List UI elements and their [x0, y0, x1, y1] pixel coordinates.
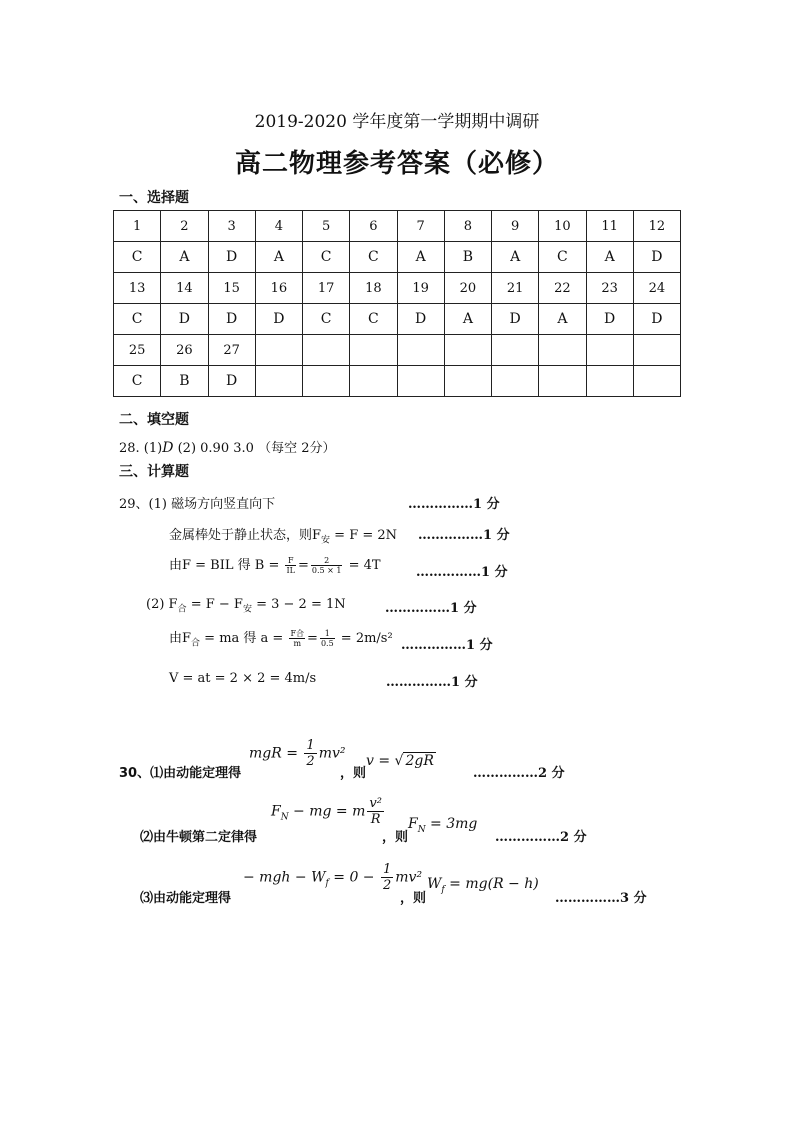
answer-cell: A	[539, 304, 586, 335]
section-heading-choice: 一、选择题	[119, 190, 189, 206]
answer-cell: C	[303, 304, 350, 335]
q29-score-6: ……………1 分	[386, 675, 478, 690]
answer-cell: D	[492, 304, 539, 335]
answer-cell: A	[255, 242, 302, 273]
exam-subtitle: 2019-2020 学年度第一学期期中调研	[254, 112, 540, 132]
q30-eq-3: − mgh − $W_f = 0$ − $\frac{1}{2}$ mv²	[243, 862, 423, 893]
question-number-cell: 4	[255, 211, 302, 242]
question-number-cell	[350, 335, 397, 366]
answer-cell	[444, 366, 491, 397]
answer-cell: C	[114, 366, 161, 397]
answer-cell: D	[208, 304, 255, 335]
question-number-cell	[397, 335, 444, 366]
answer-cell: B	[161, 366, 208, 397]
q30-score-3: ……………3 分	[555, 891, 647, 906]
answer-cell: B	[444, 242, 491, 273]
question-number-cell: 22	[539, 273, 586, 304]
question-number-cell: 20	[444, 273, 491, 304]
question-number-cell	[303, 335, 350, 366]
q29-line-6: V = at = 2 × 2 = 4m/s	[169, 671, 317, 686]
q29-score-4: ……………1 分	[385, 601, 477, 616]
q29-score-1: ……………1 分	[408, 497, 500, 512]
answer-row	[114, 304, 681, 335]
question-number-cell: 8	[444, 211, 491, 242]
q30-score-2: ……………2 分	[495, 830, 587, 845]
answer-cell: C	[114, 304, 161, 335]
question-number-cell: 6	[350, 211, 397, 242]
answer-cell: A	[492, 242, 539, 273]
question-number-cell	[444, 335, 491, 366]
q28-num: 28. (1)	[119, 441, 163, 456]
q30-then-1: ，则	[340, 766, 367, 781]
answer-cell	[492, 366, 539, 397]
q30-then-2: ，则	[382, 830, 409, 845]
q30-label-1: 30、⑴由动能定理得	[119, 766, 242, 781]
q29-score-2: ……………1 分	[418, 528, 510, 543]
answer-cell: C	[539, 242, 586, 273]
question-number-cell: 10	[539, 211, 586, 242]
q28-answer	[119, 437, 335, 456]
answer-cell: D	[633, 242, 680, 273]
question-number-cell: 27	[208, 335, 255, 366]
answer-cell: A	[586, 242, 633, 273]
question-number-cell: 18	[350, 273, 397, 304]
answer-cell	[633, 366, 680, 397]
answer-cell: C	[350, 304, 397, 335]
question-number-cell: 15	[208, 273, 255, 304]
answer-cell: C	[350, 242, 397, 273]
question-number-cell: 5	[303, 211, 350, 242]
answer-cell: D	[161, 304, 208, 335]
question-number-cell: 7	[397, 211, 444, 242]
answer-cell: A	[444, 304, 491, 335]
answer-cell	[586, 366, 633, 397]
question-number-cell: 23	[586, 273, 633, 304]
question-number-cell: 19	[397, 273, 444, 304]
q29-score-3: ……………1 分	[416, 565, 508, 580]
answer-cell: D	[208, 242, 255, 273]
question-number-cell	[255, 335, 302, 366]
q29-score-5: ……………1 分	[401, 638, 493, 653]
answer-cell: D	[208, 366, 255, 397]
answer-cell: C	[303, 242, 350, 273]
q28-ans1: D	[162, 440, 174, 456]
question-number-cell: 21	[492, 273, 539, 304]
q28-note: （每空 2分）	[258, 441, 336, 456]
question-number-cell: 24	[633, 273, 680, 304]
question-number-row	[114, 335, 681, 366]
answer-cell	[255, 366, 302, 397]
question-number-cell: 17	[303, 273, 350, 304]
section-heading-fill: 二、填空题	[119, 412, 189, 428]
question-number-cell: 12	[633, 211, 680, 242]
q30-label-3: ⑶由动能定理得	[140, 891, 232, 906]
question-number-cell: 3	[208, 211, 255, 242]
q30-result-3: $W_f = mg(R - h)$	[427, 876, 539, 895]
q29-line-4: (2) $F_合 = F - F_安 = 3 - 2 = 1N$	[146, 597, 346, 615]
question-number-cell: 9	[492, 211, 539, 242]
section-heading-calc: 三、计算题	[119, 464, 189, 480]
question-number-cell: 2	[161, 211, 208, 242]
question-number-cell: 25	[114, 335, 161, 366]
q30-result-1: v = √ 2gR	[366, 753, 434, 769]
q29-line-2: 金属棒处于静止状态，则$F_安 = F = 2N$	[169, 528, 398, 546]
question-number-cell	[492, 335, 539, 366]
question-number-cell	[539, 335, 586, 366]
question-number-cell: 13	[114, 273, 161, 304]
answer-table	[113, 210, 681, 397]
q30-eq-1: mgR = $\frac{1}{2}$ mv²	[249, 738, 346, 769]
q30-label-2: ⑵由牛顿第二定律得	[140, 830, 258, 845]
question-number-cell: 26	[161, 335, 208, 366]
question-number-cell	[586, 335, 633, 366]
answer-cell	[539, 366, 586, 397]
answer-cell	[350, 366, 397, 397]
q29-line-3: 由F = BIL 得 B = $\frac{F}{IL}$ = $\frac{2}{0.5 \times 1}$ = 4T	[169, 556, 381, 575]
answer-row	[114, 242, 681, 273]
answer-cell: D	[586, 304, 633, 335]
q30-eq-2: $F_N$ − mg = m $\frac{\text{v²}}{R}$	[271, 796, 382, 827]
answer-cell	[303, 366, 350, 397]
q30-score-1: ……………2 分	[473, 766, 565, 781]
q29-line-5: 由$F_合$ = ma 得 a = $\frac{\text{F合}}{m}$ = $\frac{1}{0.5}$ = 2m/s²	[169, 629, 393, 649]
answer-cell	[397, 366, 444, 397]
question-number-cell: 14	[161, 273, 208, 304]
question-number-cell: 1	[114, 211, 161, 242]
question-number-cell: 16	[255, 273, 302, 304]
answer-cell: C	[114, 242, 161, 273]
page-title: 高二物理参考答案（必修）	[234, 149, 559, 179]
question-number-cell	[633, 335, 680, 366]
question-number-row	[114, 273, 681, 304]
answer-row	[114, 366, 681, 397]
answer-cell: A	[397, 242, 444, 273]
answer-cell: D	[255, 304, 302, 335]
q29-line-1: 29、(1) 磁场方向竖直向下	[119, 497, 276, 512]
q30-result-2: $F_N = 3mg$	[408, 816, 478, 835]
answer-cell: D	[397, 304, 444, 335]
answer-cell: A	[161, 242, 208, 273]
answer-cell: D	[633, 304, 680, 335]
q28-rest: (2) 0.90 3.0	[177, 441, 254, 456]
question-number-cell: 11	[586, 211, 633, 242]
question-number-row	[114, 211, 681, 242]
q30-then-3: ，则	[400, 891, 427, 906]
